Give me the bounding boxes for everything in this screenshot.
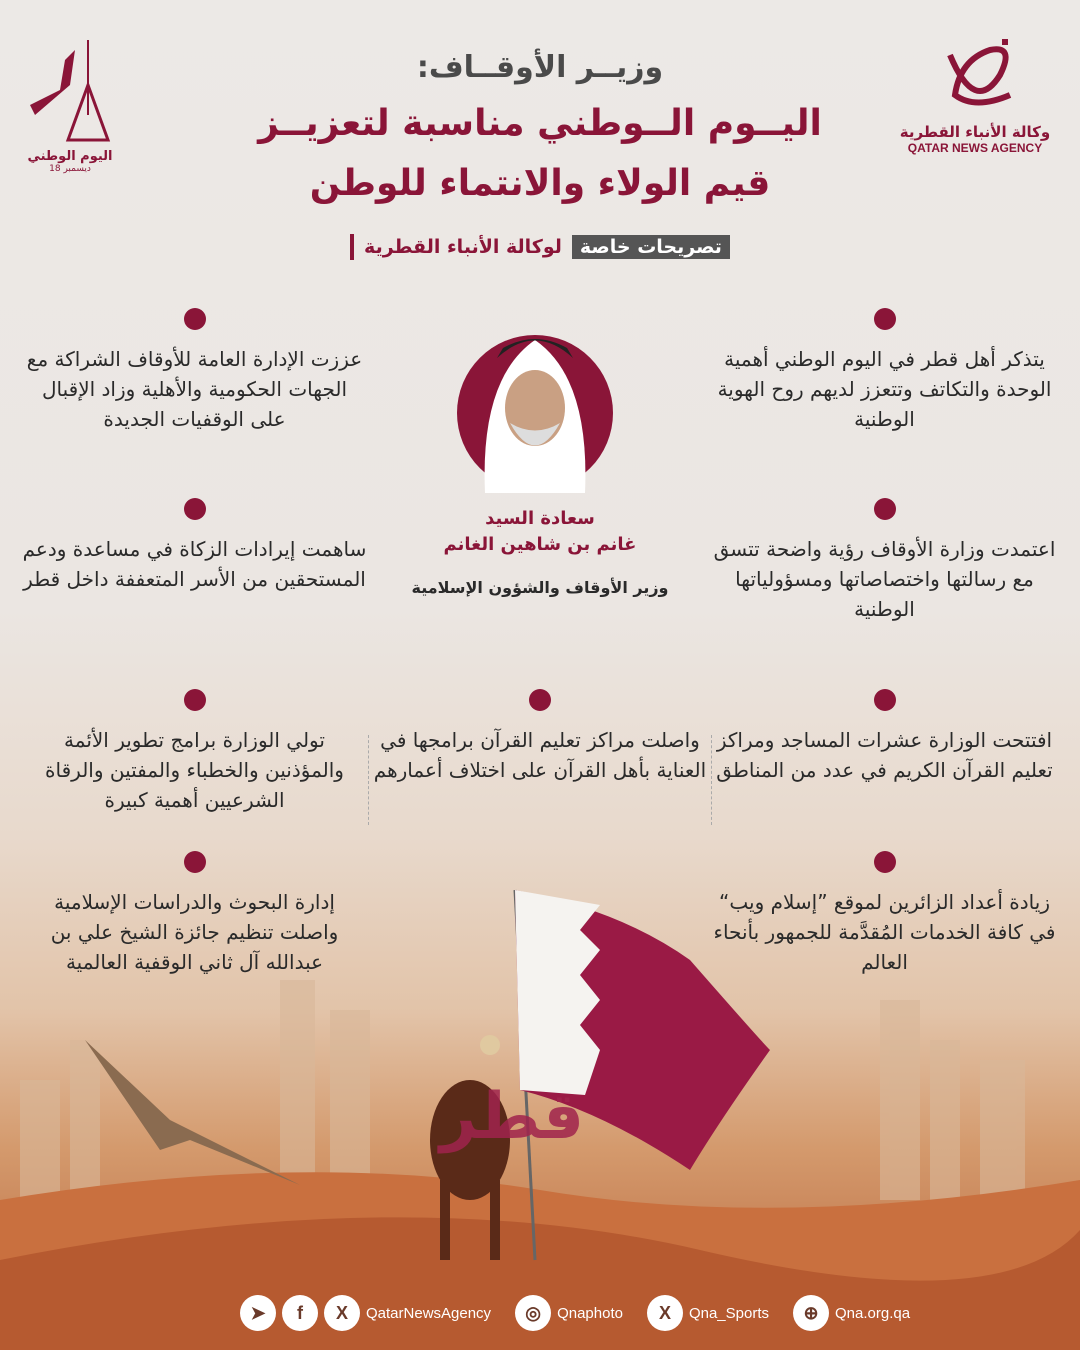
statement-item [712, 498, 1057, 624]
headline-line-2: قيم الولاء والانتماء للوطن [309, 163, 771, 204]
flag-monument-icon [20, 35, 120, 145]
website-link[interactable]: Qna.org.qa [835, 1304, 911, 1322]
minister-portrait [455, 318, 615, 493]
x-icon[interactable]: X [324, 1295, 360, 1331]
kicker: وزيــر الأوقــاف: [416, 50, 664, 85]
statement-item [370, 689, 710, 785]
social-footer [240, 1295, 928, 1331]
bullet-dot [874, 498, 896, 520]
bullet-dot [874, 308, 896, 330]
subheader [300, 232, 780, 262]
statement-text: اعتمدت وزارة الأوقاف رؤية واضحة تتسق مع رسالتها واختصاصاتها ومسؤولياتها الوطنية [713, 537, 1056, 621]
statement-text: تولي الوزارة برامج تطوير الأئمة والمؤذنين والخطباء والمفتين والرقاة الشرعيين أهمية كبيرة [45, 728, 344, 812]
divider-bar [350, 234, 354, 260]
statement-item [22, 851, 367, 977]
bullet-dot [184, 689, 206, 711]
falcon [85, 1040, 300, 1185]
statement-text: عززت الإدارة العامة للأوقاف الشراكة مع الجهات الحكومية والأهلية وزاد الإقبال على الوقفيات الجديدة [26, 347, 363, 431]
statement-text: ساهمت إيرادات الزكاة في مساعدة ودعم المستحقين من الأسر المتعففة داخل قطر [22, 537, 367, 591]
statement-item [712, 689, 1057, 785]
statement-item [712, 851, 1057, 977]
x-icon[interactable]: X [647, 1295, 683, 1331]
bullet-dot [529, 689, 551, 711]
person-role: وزير الأوقاف والشؤون الإسلامية [411, 578, 669, 597]
national-day-date: 18 ديسمبر [49, 164, 91, 174]
national-day-logo [20, 35, 120, 174]
instagram-link[interactable]: Qnaphoto [557, 1304, 623, 1322]
bullet-dot [184, 308, 206, 330]
statement-item [712, 308, 1057, 434]
statement-text: افتتحت الوزارة عشرات المساجد ومراكز تعليم القرآن الكريم في عدد من المناطق [716, 728, 1053, 782]
national-day-title: اليوم الوطني [27, 149, 113, 164]
statement-text: واصلت مراكز تعليم القرآن برامجها في العناية بأهل القرآن على اختلاف أعمارهم [373, 728, 707, 782]
qna-name-ar: وكالة الأنباء القطرية [899, 123, 1051, 141]
statement-item [22, 689, 367, 815]
sports-link[interactable]: Qna_Sports [688, 1304, 769, 1322]
tag-badge: تصريحات خاصة [572, 235, 730, 259]
headline-line-1: اليــوم الــوطني مناسبة لتعزيــز [258, 103, 822, 144]
bullet-dot [874, 851, 896, 873]
telegram-icon[interactable]: ➤ [240, 1295, 276, 1331]
main-handle-link[interactable]: QatarNewsAgency [366, 1304, 492, 1322]
person-name: غانم بن شاهين الغانم [443, 534, 637, 555]
source-label: لوكالة الأنباء القطرية [364, 236, 562, 258]
statement-item [22, 308, 367, 434]
statement-text: يتذكر أهل قطر في اليوم الوطني أهمية الوحدة والتكاتف وتتعزز لديهم روح الهوية الوطنية [717, 347, 1052, 431]
statement-text: زيادة أعداد الزائرين لموقع ”إسلام ويب“ في كافة الخدمات المُقدَّمة للجمهور بأنحاء العالم [713, 890, 1056, 974]
facebook-icon[interactable]: f [282, 1295, 318, 1331]
bullet-dot [874, 689, 896, 711]
globe-icon[interactable]: ⊕ [793, 1295, 829, 1331]
qatar-calligraphy: قطر [440, 1080, 585, 1154]
instagram-icon[interactable]: ◎ [515, 1295, 551, 1331]
person-name-block [380, 506, 700, 558]
divider [368, 735, 369, 825]
statement-text: إدارة البحوث والدراسات الإسلامية واصلت تنظيم جائزة الشيخ علي بن عبدالله آل ثاني الوقفية العالمية [50, 890, 339, 974]
person-honorific: سعادة السيد [485, 508, 595, 529]
bullet-dot [184, 498, 206, 520]
bullet-dot [184, 851, 206, 873]
statement-item [22, 498, 367, 594]
divider [711, 735, 712, 825]
qna-name-en: QATAR NEWS AGENCY [907, 141, 1043, 155]
qna-emblem-icon [930, 35, 1020, 115]
